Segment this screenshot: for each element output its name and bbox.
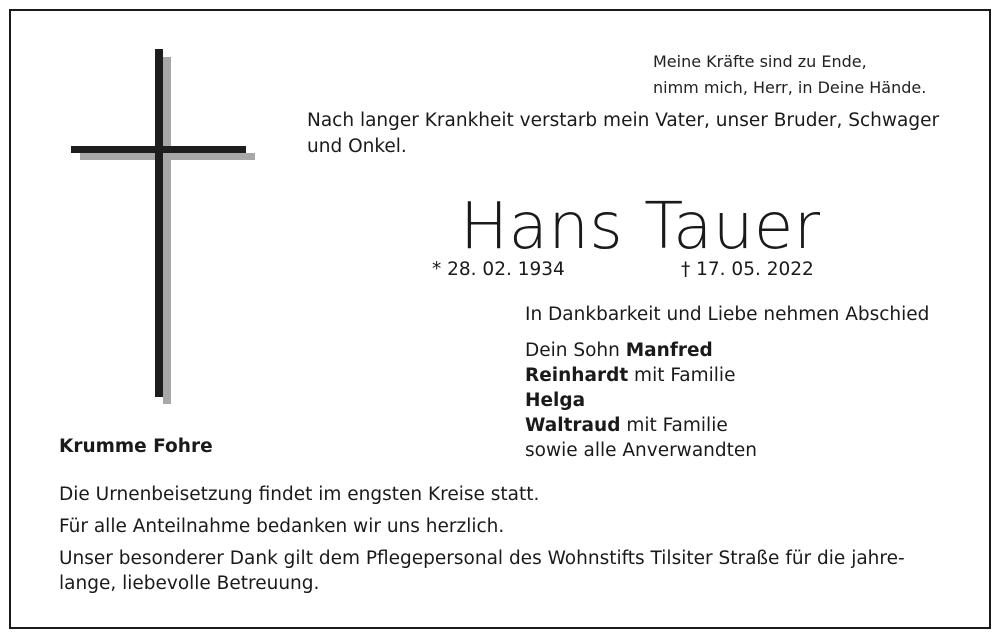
cross-icon: [71, 49, 256, 405]
mourner-line-2: [525, 363, 965, 388]
intro-text: Nach langer Krankheit verstarb mein Vater, unser Bruder, Schwager und Onkel.: [307, 110, 940, 157]
deceased-name: Hans Tauer: [460, 190, 821, 264]
mourner-family-suffix: mit Familie: [620, 415, 728, 436]
bible-verse: [653, 49, 963, 101]
special-thanks-line-2: lange, liebevolle Betreuung.: [59, 573, 320, 594]
mourner-line-5: sowie alle Anverwandten: [525, 440, 757, 461]
cross-horizontal-bar: [71, 146, 246, 153]
obituary-card: [9, 9, 991, 629]
farewell-phrase: In Dankbarkeit und Liebe nehmen Abschied: [525, 304, 930, 325]
footer-text: [59, 482, 959, 603]
death-date: † 17. 05. 2022: [681, 259, 814, 280]
cross-shadow-horizontal: [80, 153, 255, 160]
cross-vertical-bar: [155, 49, 163, 397]
mourner-name-waltraud: Waltraud: [525, 415, 621, 436]
mourner-line-1: [525, 338, 965, 363]
mourner-line-4: [525, 413, 965, 438]
thanks-note: Für alle Anteilnahme bedanken wir uns herzlich.: [59, 516, 505, 537]
place-name: Krumme Fohre: [59, 436, 213, 457]
special-thanks-line-1: Unser besonderer Dank gilt dem Pflegepersonal des Wohnstifts Tilsiter Straße für die jahre-: [59, 548, 905, 569]
birth-date: * 28. 02. 1934: [432, 259, 565, 280]
verse-line-2: nimm mich, Herr, in Deine Hände.: [653, 78, 927, 97]
mourner-name-manfred: Manfred: [625, 340, 713, 361]
mourner-family-suffix: mit Familie: [628, 365, 736, 386]
verse-line-1: Meine Kräfte sind zu Ende,: [653, 52, 867, 71]
mourner-relation: Dein Sohn: [525, 340, 626, 361]
funeral-note: Die Urnenbeisetzung findet im engsten Kreise statt.: [59, 484, 540, 505]
mourner-line-3: [525, 388, 965, 413]
special-thanks-note: [59, 546, 959, 596]
mourner-name-reinhardt: Reinhardt: [525, 365, 629, 386]
mourner-name-helga: Helga: [525, 390, 586, 411]
cross-shadow-vertical: [163, 57, 171, 404]
mourners-block: [525, 302, 965, 463]
